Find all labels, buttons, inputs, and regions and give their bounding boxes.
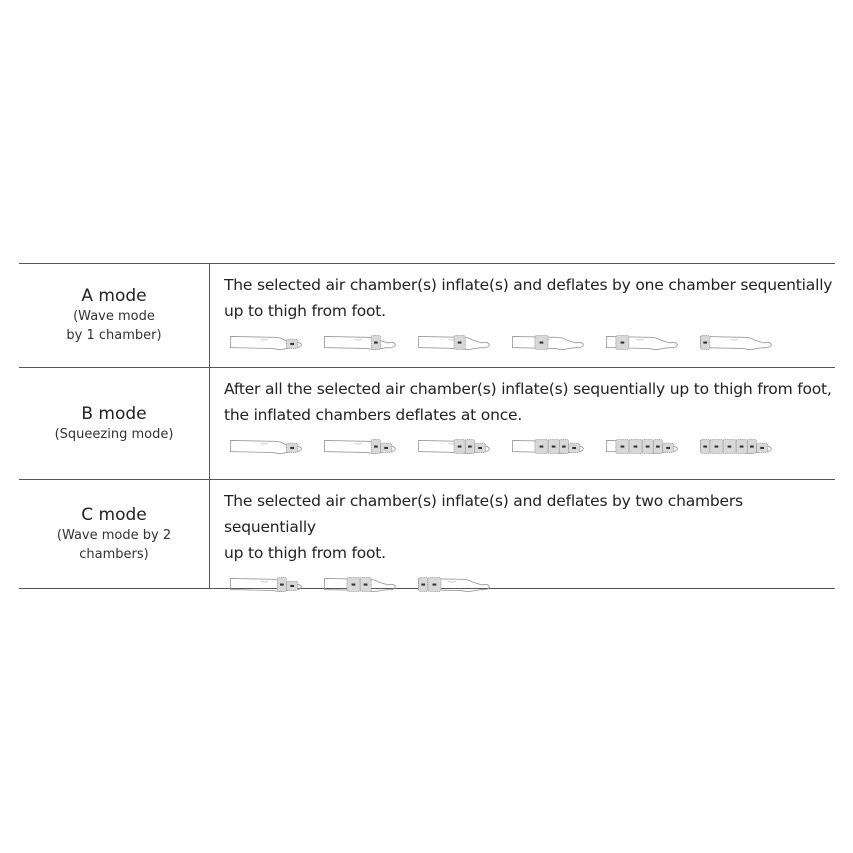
mode-subtitle: (Squeezing mode) (54, 426, 174, 442)
leg-compression-chamber-icon (506, 432, 590, 460)
mode-description: up to thigh from foot. (224, 544, 386, 562)
mode-row-c (19, 480, 835, 589)
mode-row-a (19, 264, 835, 368)
mode-subtitle: (Wave mode by 2 (56, 527, 172, 543)
mode-name: B mode (81, 403, 147, 424)
mode-description: After all the selected air chamber(s) inflate(s) sequentially up to thigh from foot, (224, 380, 832, 398)
leg-compression-chamber-icon (506, 328, 590, 356)
mode-label-a (19, 264, 210, 367)
mode-name: A mode (81, 286, 147, 306)
mode-label-c (19, 480, 210, 588)
leg-compression-chamber-icon (318, 570, 402, 598)
mode-label-b (19, 368, 210, 479)
leg-compression-chamber-icon (224, 328, 308, 356)
leg-compression-chamber-icon (224, 432, 308, 460)
leg-diagram-strip (224, 432, 835, 460)
leg-compression-chamber-icon (600, 432, 684, 460)
leg-compression-chamber-icon (318, 328, 402, 356)
mode-body-c (210, 480, 835, 588)
leg-compression-chamber-icon (694, 432, 778, 460)
leg-compression-chamber-icon (694, 328, 778, 356)
leg-compression-chamber-icon (412, 570, 496, 598)
leg-compression-chamber-icon (412, 328, 496, 356)
mode-body-a (210, 264, 835, 367)
mode-subtitle: by 1 chamber) (66, 328, 162, 343)
leg-compression-chamber-icon (600, 328, 684, 356)
mode-table (19, 263, 835, 589)
leg-diagram-strip (224, 570, 835, 598)
mode-description: The selected air chamber(s) inflate(s) and deflates by one chamber sequentially (224, 276, 833, 294)
leg-compression-chamber-icon (224, 570, 308, 598)
mode-description: the inflated chambers deflates at once. (224, 406, 523, 424)
mode-description: The selected air chamber(s) inflate(s) and deflates by two chambers sequentially (224, 492, 743, 536)
mode-row-b (19, 368, 835, 480)
leg-compression-chamber-icon (318, 432, 402, 460)
mode-description: up to thigh from foot. (224, 302, 386, 320)
mode-subtitle: (Wave mode (73, 309, 155, 324)
mode-subtitle: chambers) (79, 546, 149, 562)
leg-diagram-strip (224, 328, 835, 356)
mode-name: C mode (81, 504, 147, 525)
leg-compression-chamber-icon (412, 432, 496, 460)
mode-body-b (210, 368, 835, 479)
